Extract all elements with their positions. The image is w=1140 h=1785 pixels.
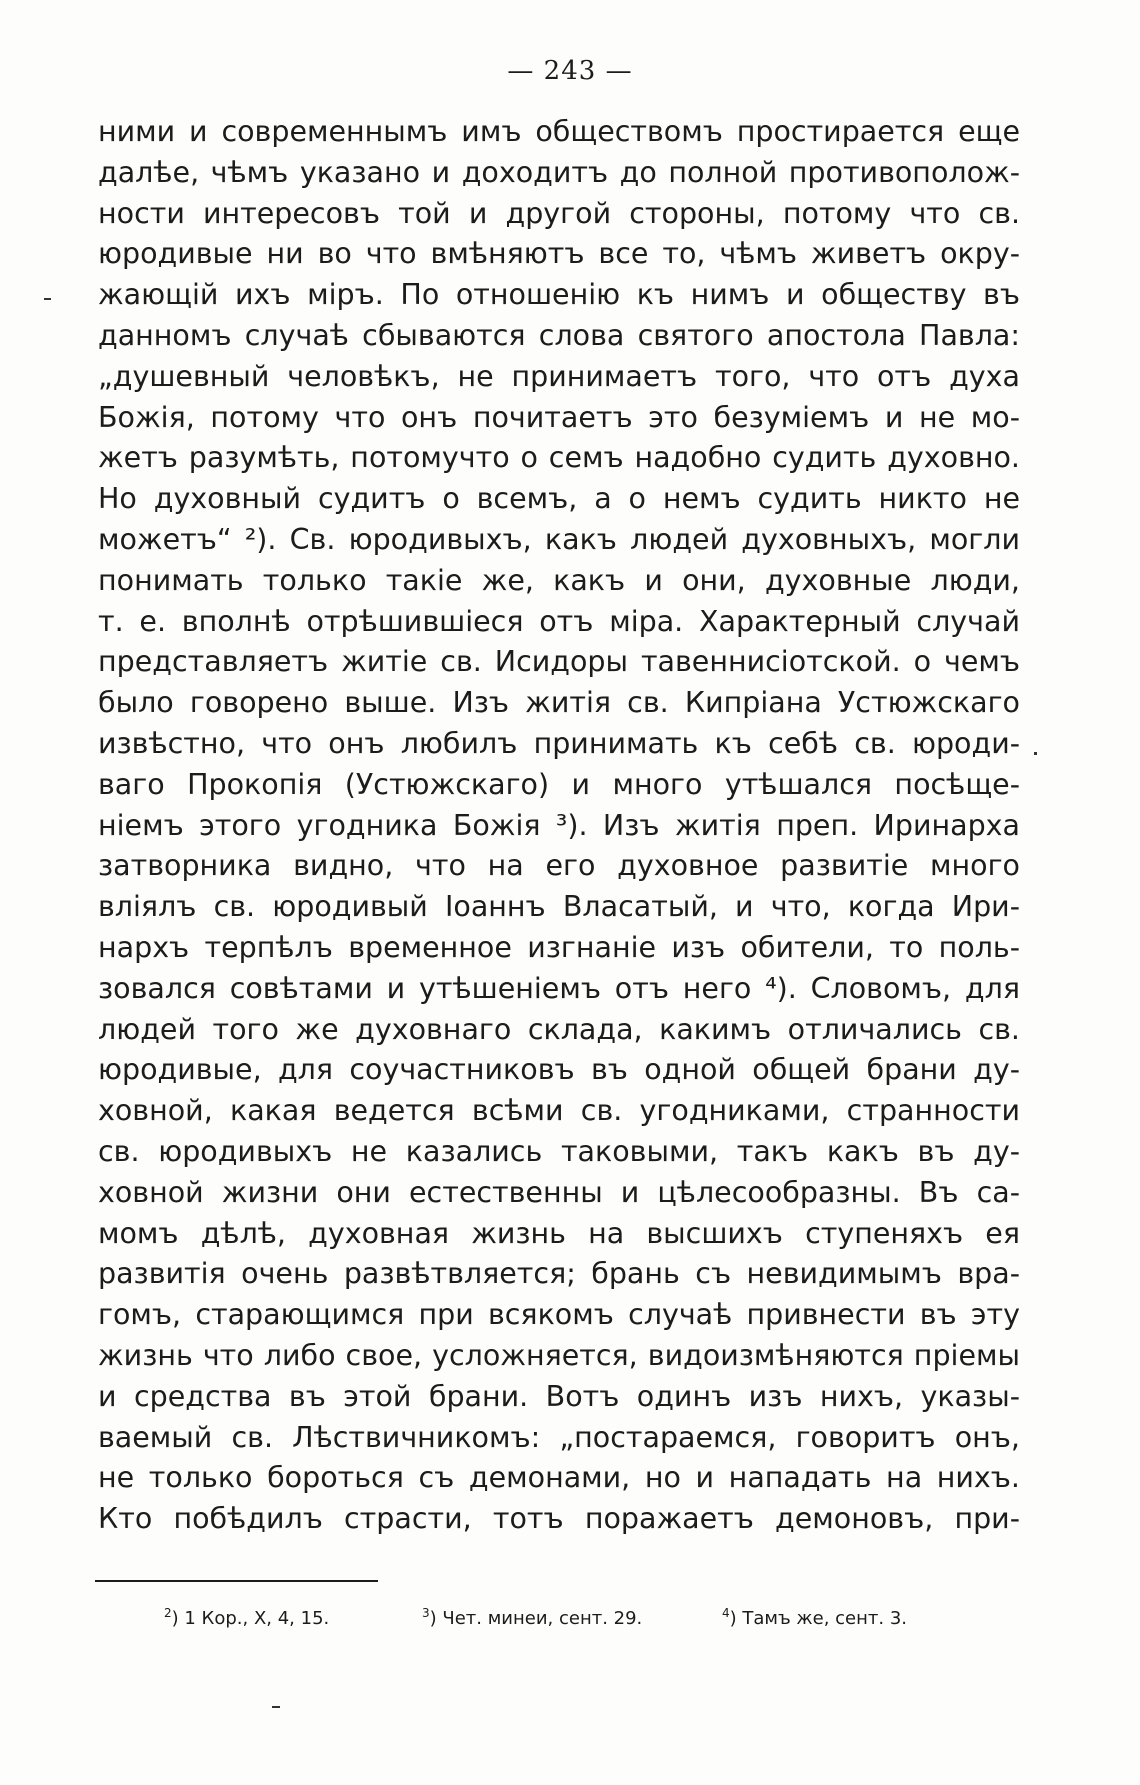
- text-line: ховной, какая ведется всѣми св. угодниками, странности: [98, 1094, 1020, 1128]
- footnote-mark: 3: [422, 1606, 430, 1620]
- print-speck: [44, 298, 51, 300]
- text-line: и средства въ этой брани. Вотъ одинъ изъ нихъ, указы-: [98, 1379, 1020, 1413]
- footnote-divider: [95, 1580, 378, 1582]
- text-line: жизнь что либо свое, усложняется, видоизмѣняются пріемы: [98, 1338, 1020, 1372]
- text-line: юродивые ни во что вмѣняютъ все то, чѣмъ живетъ окру-: [98, 237, 1020, 271]
- text-line: нархъ терпѣлъ временное изгнаніе изъ обители, то поль-: [98, 930, 1020, 964]
- footnote-2: [164, 1608, 329, 1629]
- text-line: можетъ“ ²). Св. юродивыхъ, какъ людей духовныхъ, могли: [98, 522, 1020, 556]
- footnote-text: ) Чет. минеи, сент. 29.: [429, 1608, 643, 1629]
- footnote-mark: 4: [722, 1606, 730, 1620]
- text-line: понимать только такіе же, какъ и они, духовные люди,: [98, 563, 1020, 597]
- text-line: ними и современнымъ имъ обществомъ простирается еще: [98, 115, 1020, 148]
- text-line: зовался совѣтами и утѣшеніемъ отъ него ⁴). Словомъ, для: [98, 971, 1020, 1005]
- text-line: данномъ случаѣ сбываются слова святого апостола Павла:: [98, 318, 1020, 352]
- footnote-4: [722, 1608, 907, 1629]
- text-line: извѣстно, что онъ любилъ принимать къ себѣ св. юроди-: [98, 726, 1020, 760]
- body-text: [98, 112, 1020, 1540]
- footnote-text: ) Тамъ же, сент. 3.: [729, 1608, 908, 1629]
- footnote-mark: 2: [164, 1606, 172, 1620]
- text-line: далѣе, чѣмъ указано и доходитъ до полной противополож-: [98, 155, 1020, 189]
- page-number: — 243 —: [507, 56, 633, 86]
- text-line: „душевный человѣкъ, не принимаетъ того, что отъ духа: [98, 359, 1020, 393]
- text-line: развитія очень развѣтвляется; брань съ невидимымъ вра-: [98, 1257, 1020, 1291]
- text-line: момъ дѣлѣ, духовная жизнь на высшихъ ступеняхъ ея: [98, 1216, 1020, 1250]
- print-speck: [1034, 752, 1037, 755]
- text-line: юродивые, для соучастниковъ въ одной общей брани ду-: [98, 1053, 1020, 1087]
- text-line: ніемъ этого угодника Божія ³). Изъ житія преп. Иринарха: [98, 808, 1020, 842]
- text-line: Божія, потому что онъ почитаетъ это безуміемъ и не мо-: [98, 400, 1020, 434]
- footnote-3: [422, 1608, 642, 1629]
- text-line: не только бороться съ демонами, но и нападать на нихъ.: [98, 1461, 1020, 1495]
- text-line: было говорено выше. Изъ житія св. Кипріана Устюжскаго: [98, 686, 1020, 720]
- footnote-text: ) 1 Кор., X, 4, 15.: [171, 1608, 330, 1629]
- text-line: вліялъ св. юродивый Іоаннъ Власатый, и что, когда Ири-: [98, 890, 1020, 924]
- text-line: ности интересовъ той и другой стороны, потому что св.: [98, 196, 1020, 230]
- text-line: жетъ разумѣть, потомучто о семъ надобно судить духовно.: [98, 441, 1020, 475]
- text-line: затворника видно, что на его духовное развитіе много: [98, 849, 1020, 883]
- text-line: ховной жизни они естественны и цѣлесообразны. Въ са-: [98, 1175, 1020, 1209]
- text-line: т. е. вполнѣ отрѣшившіеся отъ міра. Характерный случай: [98, 604, 1020, 638]
- text-line: ваго Прокопія (Устюжскаго) и много утѣшался посѣще-: [98, 767, 1020, 801]
- text-line: представляетъ житіе св. Исидоры тавеннисіотской. о чемъ: [98, 645, 1020, 679]
- text-line: жающій ихъ міръ. По отношенію къ нимъ и обществу въ: [98, 278, 1020, 312]
- text-line: Но духовный судитъ о всемъ, а о немъ судить никто не: [98, 482, 1020, 516]
- text-line: ваемый св. Лѣствичникомъ: „постараемся, говоритъ онъ,: [98, 1420, 1020, 1454]
- text-line: людей того же духовнаго склада, какимъ отличались св.: [98, 1012, 1020, 1046]
- text-line: св. юродивыхъ не казались таковыми, такъ какъ въ ду-: [98, 1134, 1020, 1168]
- text-line: Кто побѣдилъ страсти, тотъ поражаетъ демоновъ, при-: [98, 1502, 1020, 1536]
- print-speck: [272, 1706, 280, 1708]
- text-line: гомъ, старающимся при всякомъ случаѣ привнести въ эту: [98, 1298, 1020, 1332]
